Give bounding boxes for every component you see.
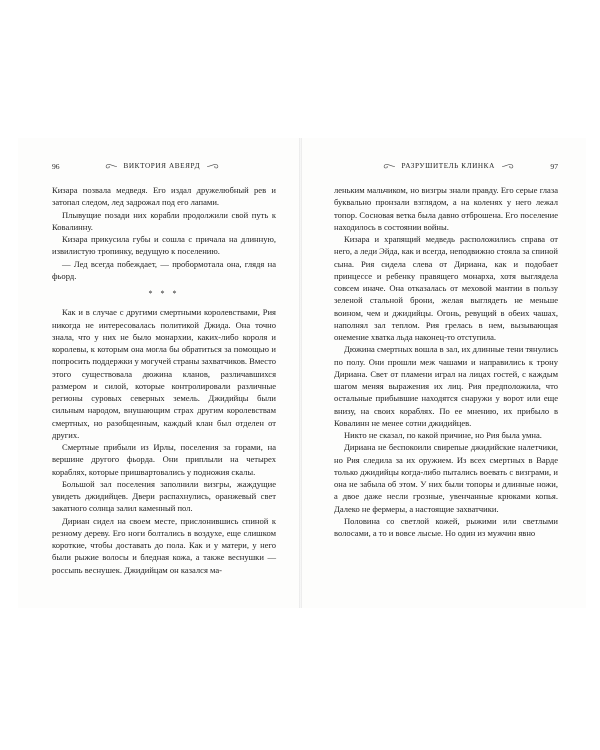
paragraph: Как и в случае с другими смертными королевствами, Рия никогда не интересовалась политикой Джида. Она точно знала, что у них не было монархии, каких-либо короля и королевы, к которым она могла бы обратиться за помощью и попросить поддержки у могучей страны захватчиков. Вместо этого существовала дюжина кланов, различавшихся размером и силой, которые контролировали различные регионы суровых северных земель. Джидийцы были сильным народом, внушающим страх другим королевствам смертных, но разобщенным, каждый клан был отделен от других. [52,307,276,440]
right-running-head-title-group [380,162,517,170]
paragraph: Большой зал поселения заполнили визгры, жаждущие увидеть джидийцев. Двери распахнулись, оранжевый свет закатного солнца залил каменный пол. [52,478,276,514]
right-page-number: 97 [550,161,558,171]
book-gutter [299,138,302,608]
flourish-right-icon [206,163,222,170]
flourish-right-icon [501,163,517,170]
left-page [52,160,276,576]
paragraph: Никто не сказал, по какой причине, но Рия была умна. [344,430,542,440]
flourish-left-icon [102,163,118,170]
paragraph: Дюжина смертных вошла в зал, их длинные тени тянулись по полу. Они прошли меж чашами и направились к трону Дириана. Свет от пламени играл на лицах гостей, с каждым шагом меняя выражения их лиц. Рия предположила, что остальные прибывшие находятся снаружи у ворот или еще внизу, на своих кораблях. По ее мнению, их прибыло в Ковалинн не менее сотни джидийцев. [334,344,558,428]
left-running-head-title-group [102,162,223,170]
paragraph: Дириана не беспокоили свирепые джидийские налетчики, но Рия следила за их оружием. Из всех смертных в Варде только джидийцы когда-либо пытались воевать с визграми, и она не забыла об этом. У них были топоры и длинные ножи, а двое даже несли грозные, увенчанные крюками копья. Далеко не фермеры, а настоящие захватчики. [334,442,558,514]
paragraph: Кизара позвала медведя. Его издал дружелюбный рев и затопал следом, лед задрожал под его лапами. [52,185,276,208]
paragraph: леньким мальчиком, но визгры знали правду. Его серые глаза буквально пронзали взглядом, а на коленях у него лежал топор. Сосновая ветка была давно отброшена. Его поселение находилось в состоянии войны. [334,185,558,232]
left-page-number: 96 [52,161,60,171]
paragraph: Половина со светлой кожей, рыжими или светлыми волосами, а то и вовсе лысые. Но один из мужчин явно [334,515,558,538]
left-body-text [52,184,276,576]
paragraph: Кизара и храпящий медведь расположились справа от него, а леди Эйда, как и всегда, неподвижно стояла за спиной сына. Рия сидела слева от Дириана, как и подобает принцессе и ребенку правящего монарха, хотя выглядела совсем иначе. Она отказалась от меховой мантии в пользу зеленой стальной брони, желая выглядеть не меньше воином, чем и джидийцы. Огонь, ревущий в обеих чашах, наполнял зал теплом. Рия грелась в нем, вызывающая онемение хватка льда наконец-то отступила. [334,234,558,342]
left-running-head [52,160,276,172]
paragraph: Плывущие позади них корабли продолжили свой путь к Ковалинну. [52,209,276,232]
section-separator: * * * [148,289,180,298]
paragraph: Смертные прибыли из Ирлы, поселения за горами, на вершине другого фьорда. Они приплыли на четырех кораблях, которые пришвартовались у подножия скалы. [52,442,276,477]
right-body-text [334,184,558,539]
right-running-head [334,160,558,172]
paragraph: Кизара прикусила губы и сошла с причала на длинную, извилистую тропинку, ведущую к поселению. [52,234,276,257]
paragraph: — Лед всегда побеждает, — пробормотала она, глядя на фьорд. [52,258,276,281]
right-running-head-title: РАЗРУШИТЕЛЬ КЛИНКА [401,162,495,170]
left-running-head-title: ВИКТОРИЯ АВЕЯРД [123,162,201,170]
right-page [334,160,558,539]
flourish-left-icon [380,163,396,170]
paragraph: Дириан сидел на своем месте, прислонившись спиной к резному дереву. Его ноги болтались в воздухе, еще слишком короткие, чтобы доставать до пола. Как и у матери, у него были рыжие волосы и бледная кожа, а также веснушки — россыпь веснушек. Джидийцам он казался ма- [52,515,276,575]
